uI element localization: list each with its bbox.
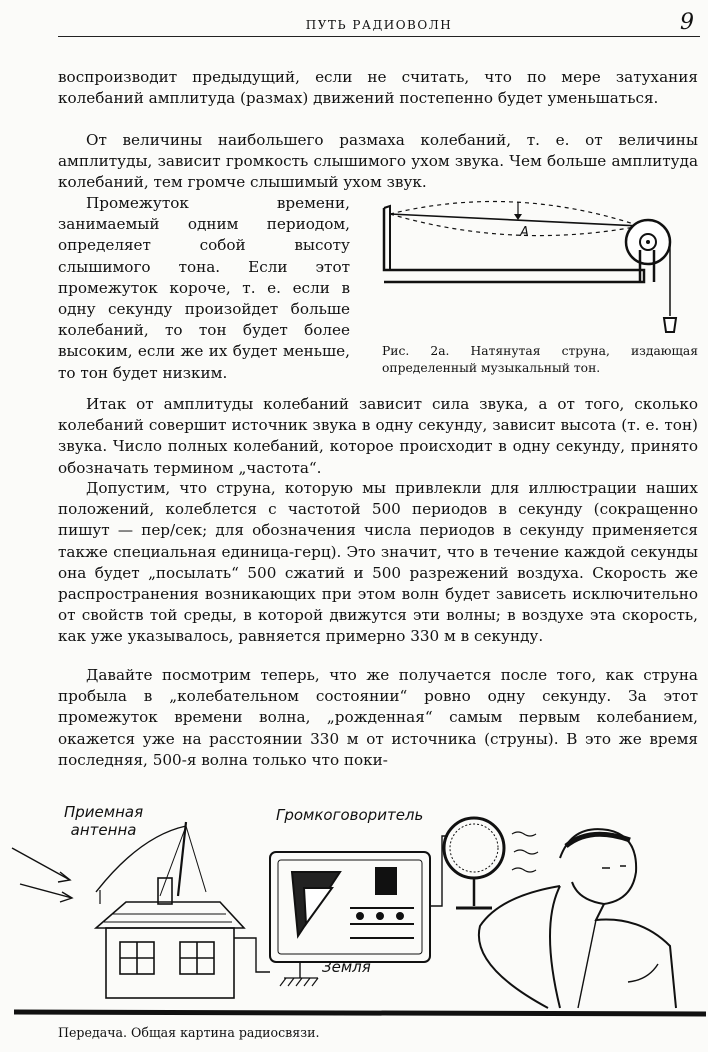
paragraph-5 — [58, 478, 698, 648]
ground-symbol — [280, 978, 318, 986]
amplitude-label: A — [520, 225, 529, 240]
paragraph-text: Итак от амплитуды колебаний зависит сила звука, а от того, сколько колебаний совершит источник звука в одну секунду, зависит высота (т. е. тон) звука. Число полных колебаний, которое происходит в одну секунду, принято обозначать термином „частота“. — [58, 395, 698, 477]
paragraph-6 — [58, 665, 698, 771]
page-number: 9 — [680, 10, 694, 35]
loudspeaker — [444, 818, 504, 908]
antenna-label-line: антенна — [70, 821, 137, 839]
paragraph-text: Промежуток времени, занимаемый одним периодом, определяет собой высоту слышимого тона. Если этот промежуток короче, т. е. если в одну секунду произойдет больше колебаний, то тон будет более высоким, если же их будет меньше, то тон будет низким. — [58, 194, 350, 382]
paragraph-text: воспроизводит предыдущий, если не считать, что по мере затухания колебаний амплитуда (размах) движений постепенно будет уменьшаться. — [58, 68, 698, 108]
antenna-label — [64, 803, 143, 839]
paragraph-text: Допустим, что струна, которую мы привлекли для иллюстрации наших положений, колеблется с частотой 500 периодов в секунду (сокращенно пишут — пер/сек; для обозначения числа периодов в секунду применяется также специальная единица-герц). Это значит, что в течение каждой секунды она будет „посылать“ 500 сжатий и 500 разрежений воздуха. Скорость же распространения возникающих при этом волн будет зависеть исключительно от свойств той среды, в которой движутся эти волны; в воздухе эта скорость, как уже указывалось, равняется примерно 330 м в секунду. — [58, 479, 698, 646]
string-diagram — [378, 192, 698, 342]
antenna-label-line: Приемная — [64, 803, 144, 821]
paragraph-text: От величины наибольшего размаха колебаний, т. е. от величины амплитуды, зависит громкость слышимого ухом звука. Чем больше амплитуда колебаний, тем громче слышимый ухом звук. — [58, 131, 698, 192]
figure-caption: Рис. 2а. Натянутая струна, издающая определенный музыкальный тон. — [382, 344, 698, 375]
running-title: ПУТЬ РАДИОВОЛН — [305, 18, 453, 32]
paragraph-text: Давайте посмотрим теперь, что же получается после того, как струна пробыла в „колебательном состоянии“ ровно одну секунду. За этот промежуток времени волна, „рожденная“ самым первым колебанием, окажется уже на расстоянии 330 м от источника (струны). В это же время последняя, 500-я волна только что поки- — [58, 666, 698, 769]
receiver — [270, 852, 430, 962]
header-rule — [58, 36, 700, 37]
paragraph-2 — [58, 130, 698, 194]
paragraph-4 — [58, 394, 698, 479]
house — [96, 878, 244, 998]
paragraph-1 — [58, 67, 698, 109]
incoming-waves — [12, 848, 72, 902]
loudspeaker-label: Громкоговоритель — [276, 806, 424, 824]
listener — [479, 829, 676, 1008]
string-figure — [378, 192, 698, 342]
running-header — [58, 10, 700, 38]
sound-waves — [512, 832, 538, 872]
illustration-caption: Передача. Общая картина радиосвязи. — [58, 1025, 320, 1040]
paragraph-3 — [58, 193, 350, 384]
ground-label: Земля — [322, 958, 371, 976]
